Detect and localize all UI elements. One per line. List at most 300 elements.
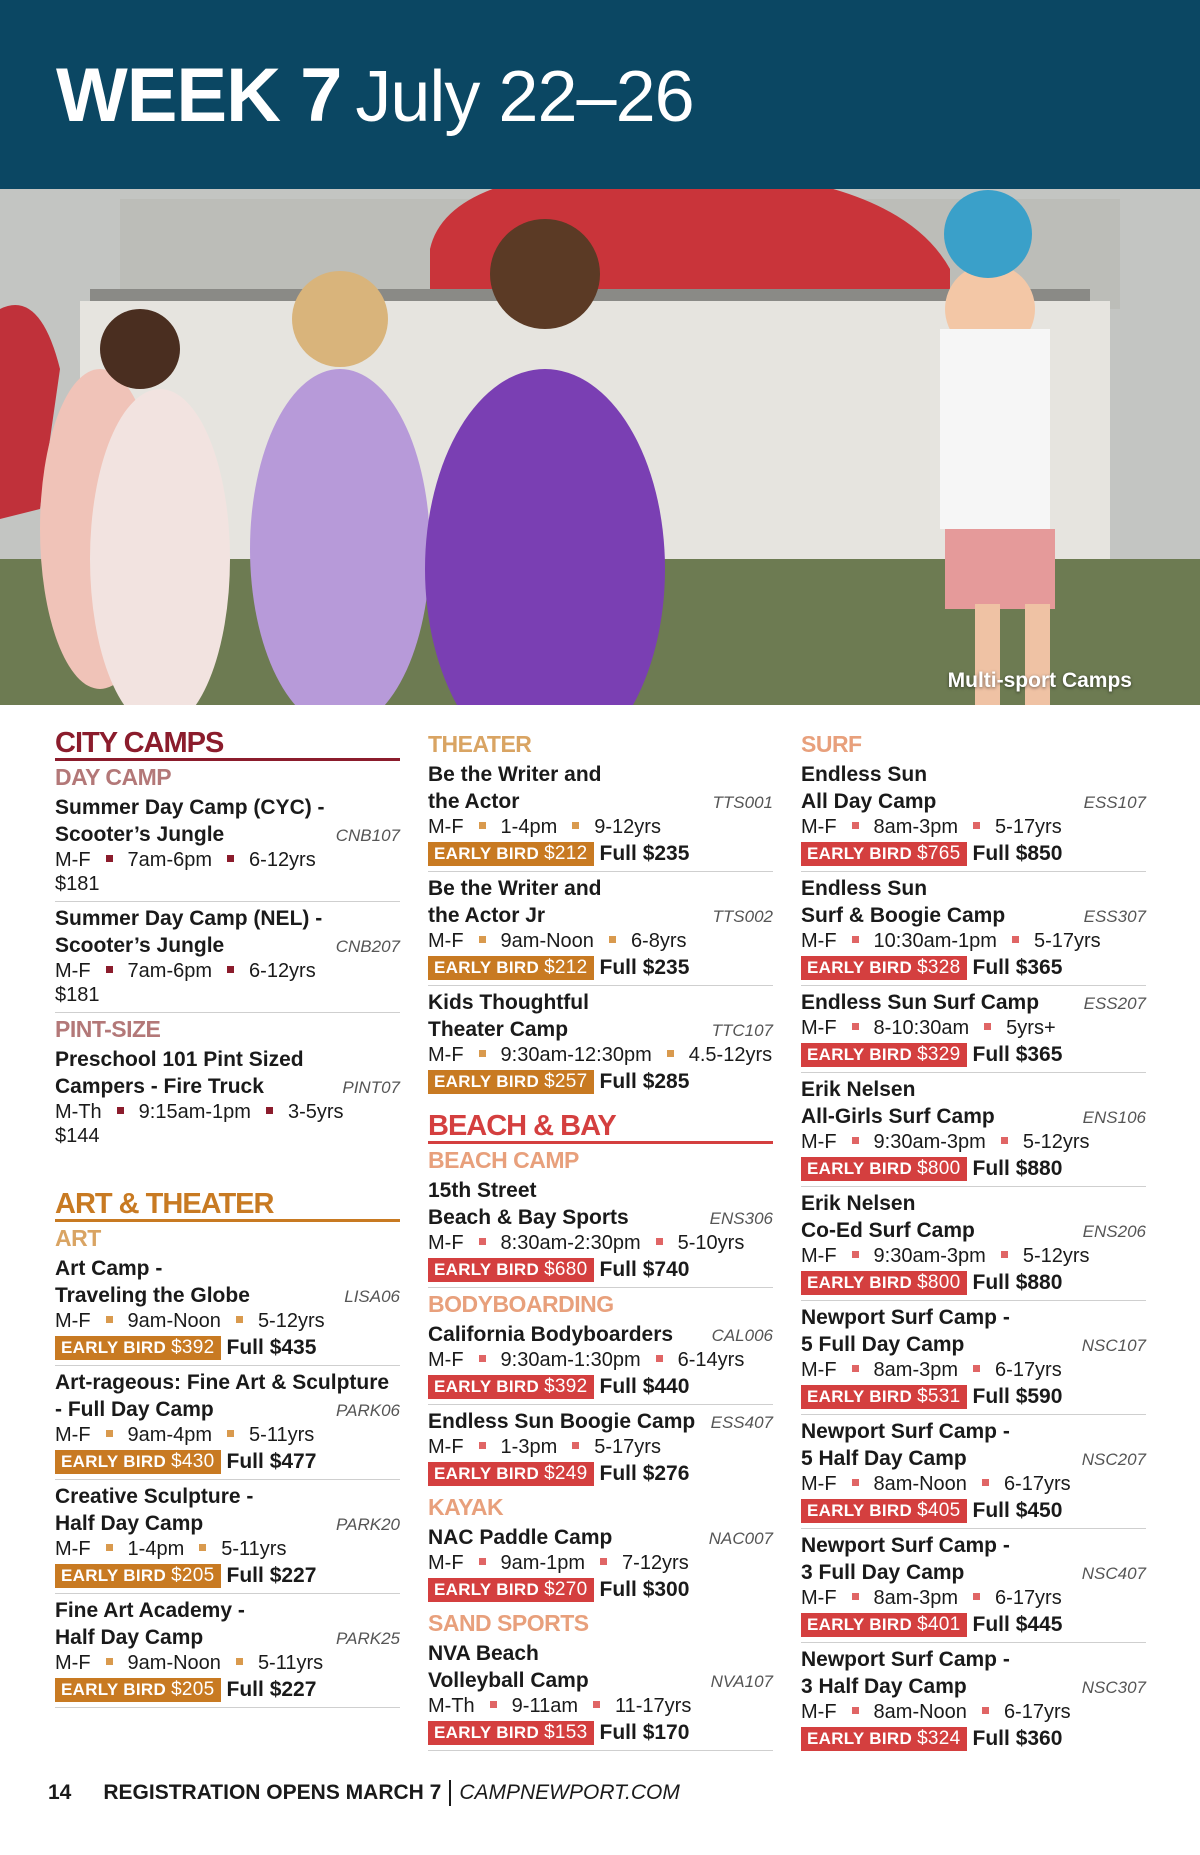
camp-ages: 5-17yrs [594, 1436, 661, 1458]
early-bird-badge [801, 1727, 967, 1751]
camp-schedule [801, 1244, 1146, 1268]
camp-ages: 5-12yrs [1022, 1131, 1090, 1153]
bullet-icon [852, 1137, 859, 1144]
camp-code: ENS106 [1082, 1108, 1146, 1127]
bullet-icon [852, 822, 859, 829]
camp-code: TTC107 [711, 1021, 773, 1040]
camp-time: 1-4pm [127, 1538, 185, 1560]
bullet-icon [199, 1544, 206, 1551]
camp-name: 5 Full Day Camp [801, 1333, 965, 1356]
camp-name: 15th Street [428, 1179, 537, 1202]
subcategory-sand-sports: SAND SPORTS [428, 1610, 589, 1636]
camp-time: 8:30am-2:30pm [500, 1232, 641, 1254]
bullet-icon [106, 1430, 113, 1437]
camp-entry[interactable] [428, 1405, 773, 1491]
camp-name: Beach & Bay Sports [428, 1206, 629, 1229]
camp-entry[interactable] [55, 1366, 400, 1480]
camp-name: California Bodyboarders [428, 1323, 674, 1346]
bullet-icon [106, 855, 113, 862]
bullet-icon [479, 936, 486, 943]
full-price: Full $880 [972, 1271, 1063, 1294]
camp-ages: 6-8yrs [630, 930, 687, 952]
camp-name: Theater Camp [428, 1018, 569, 1041]
camp-time: 7am-6pm [127, 960, 213, 982]
column-theater-beach [428, 728, 773, 1751]
camp-days: M-Th [428, 1695, 475, 1717]
subcategory-beach-camp: BEACH CAMP [428, 1147, 579, 1173]
camp-entry[interactable] [801, 758, 1146, 872]
camp-code: NAC007 [708, 1529, 773, 1548]
camp-name: Scooter’s Jungle [55, 823, 225, 846]
bullet-icon [479, 1050, 486, 1057]
early-bird-price: $212 [544, 957, 588, 978]
camp-name: Endless Sun Surf Camp [801, 991, 1040, 1014]
column-surf [801, 728, 1146, 1756]
camp-name: 3 Half Day Camp [801, 1675, 967, 1698]
camp-schedule [801, 1130, 1146, 1154]
camp-time: 9am-4pm [127, 1424, 213, 1446]
bullet-icon [600, 1558, 607, 1565]
camp-time: 1-3pm [500, 1436, 558, 1458]
camp-entry[interactable] [801, 1187, 1146, 1301]
camp-schedule [801, 1016, 1146, 1040]
camp-days: M-F [428, 1349, 464, 1371]
camp-time: 9am-Noon [500, 930, 594, 952]
full-price: Full $300 [599, 1578, 690, 1601]
camp-ages: 4.5-12yrs [688, 1044, 773, 1066]
camp-entry[interactable] [801, 1301, 1146, 1415]
full-price: Full $435 [226, 1336, 317, 1359]
full-price: Full $276 [599, 1462, 690, 1485]
bullet-icon [852, 1365, 859, 1372]
camp-name: 5 Half Day Camp [801, 1447, 967, 1470]
bullet-icon [479, 1355, 486, 1362]
bullet-icon [852, 1707, 859, 1714]
camp-name: Half Day Camp [55, 1512, 204, 1535]
camp-ages: 6-17yrs [1003, 1701, 1071, 1723]
camp-code: PARK06 [336, 1401, 400, 1420]
camp-time: 8am-3pm [873, 1587, 959, 1609]
camp-ages: 9-12yrs [594, 816, 661, 838]
camp-code: ENS306 [709, 1209, 773, 1228]
camp-time: 9am-1pm [500, 1552, 586, 1574]
camp-name: Newport Surf Camp - [801, 1306, 1010, 1329]
bullet-icon [117, 1107, 124, 1114]
camp-days: M-F [55, 849, 91, 871]
camp-entry[interactable] [428, 986, 773, 1099]
early-bird-badge [55, 1564, 221, 1588]
bullet-icon [982, 1479, 989, 1486]
early-bird-price: $430 [171, 1451, 215, 1472]
camp-time: 7am-6pm [127, 849, 213, 871]
camp-name: Campers - Fire Truck [55, 1075, 264, 1098]
camp-entry[interactable] [55, 1043, 400, 1153]
camp-name: Be the Writer and [428, 763, 602, 786]
camp-ages: 6-12yrs [249, 960, 316, 982]
early-bird-label: EARLY BIRD [807, 1729, 913, 1748]
camp-ages: 5-11yrs [257, 1652, 324, 1674]
camp-days: M-F [55, 1424, 91, 1446]
camp-name: Preschool 101 Pint Sized [55, 1048, 304, 1071]
camp-time: 8am-Noon [873, 1473, 967, 1495]
full-price: Full $235 [599, 956, 690, 979]
camp-schedule [55, 1423, 400, 1447]
bullet-icon [609, 936, 616, 943]
early-bird-price: $257 [544, 1071, 588, 1092]
early-bird-price: $800 [917, 1158, 961, 1179]
camp-ages: 6-17yrs [995, 1587, 1062, 1609]
photo-illustration [0, 189, 1200, 705]
full-price: Full $235 [599, 842, 690, 865]
camp-name: NAC Paddle Camp [428, 1526, 613, 1549]
full-price: Full $365 [972, 956, 1063, 979]
early-bird-badge [801, 1613, 967, 1637]
bullet-icon [852, 1251, 859, 1258]
camp-name: the Actor [428, 790, 520, 813]
camp-days: M-F [428, 930, 464, 952]
bullet-icon [852, 1479, 859, 1486]
full-price: Full $590 [972, 1385, 1063, 1408]
camp-name: NVA Beach [428, 1642, 539, 1665]
camp-days: M-F [801, 930, 837, 952]
camp-name: Newport Surf Camp - [801, 1648, 1010, 1671]
camp-entry[interactable] [428, 1521, 773, 1607]
camp-days: M-F [55, 960, 91, 982]
early-bird-price: $249 [544, 1463, 588, 1484]
early-bird-label: EARLY BIRD [807, 1615, 913, 1634]
camp-ages: 11-17yrs [615, 1695, 692, 1717]
column-city-art [55, 728, 400, 1708]
page-number: 14 [48, 1781, 72, 1804]
week-title [56, 53, 694, 138]
camp-days: M-F [801, 1245, 837, 1267]
camp-name: Summer Day Camp (NEL) - [55, 907, 323, 930]
camp-ages: 5yrs+ [1006, 1017, 1056, 1039]
camp-schedule [55, 1537, 400, 1561]
early-bird-price: $401 [917, 1614, 961, 1635]
full-price: Full $477 [226, 1450, 317, 1473]
camp-ages: 3-5yrs [287, 1101, 344, 1123]
early-bird-label: EARLY BIRD [434, 1377, 540, 1396]
early-bird-label: EARLY BIRD [434, 1723, 540, 1742]
camp-name: Art Camp - [55, 1257, 163, 1280]
camp-ages: 5-10yrs [677, 1232, 745, 1254]
camp-code: ESS107 [1083, 793, 1146, 812]
camp-time: 8-10:30am [873, 1017, 970, 1039]
camp-ages: 5-17yrs [995, 816, 1062, 838]
camp-price: $181 [55, 984, 100, 1006]
camp-time: 10:30am-1pm [873, 930, 997, 952]
bullet-icon [852, 1593, 859, 1600]
camp-days: M-Th [55, 1101, 102, 1123]
subcategory-art: ART [55, 1225, 101, 1251]
early-bird-label: EARLY BIRD [807, 1501, 913, 1520]
bullet-icon [572, 1442, 579, 1449]
camp-name: Half Day Camp [55, 1626, 204, 1649]
camp-name: Newport Surf Camp - [801, 1534, 1010, 1557]
early-bird-price: $270 [544, 1579, 588, 1600]
camp-entry[interactable] [428, 758, 773, 872]
bullet-icon [227, 855, 234, 862]
bullet-icon [982, 1707, 989, 1714]
website-link[interactable]: CAMPNEWPORT.COM [459, 1781, 680, 1804]
early-bird-label: EARLY BIRD [807, 844, 913, 863]
camp-schedule [428, 1348, 773, 1372]
camp-name: Be the Writer and [428, 877, 602, 900]
camp-code: TTS001 [712, 793, 773, 812]
camp-code: ESS207 [1083, 994, 1146, 1013]
camp-entry[interactable] [428, 1637, 773, 1751]
camp-entry[interactable] [801, 986, 1146, 1073]
camp-schedule [55, 1309, 400, 1333]
camp-time: 8am-3pm [873, 816, 959, 838]
camp-code: ESS307 [1083, 907, 1146, 926]
early-bird-badge [801, 956, 967, 980]
camp-entry[interactable] [801, 1073, 1146, 1187]
camp-name: Scooter’s Jungle [55, 934, 225, 957]
week-dates: July 22–26 [355, 57, 694, 137]
camp-name: Summer Day Camp (CYC) - [55, 796, 325, 819]
camp-ages: 7-12yrs [622, 1552, 689, 1574]
camp-code: ENS206 [1082, 1222, 1146, 1241]
early-bird-label: EARLY BIRD [434, 1072, 540, 1091]
camp-time: 9:30am-12:30pm [500, 1044, 652, 1066]
subcategory-kayak: KAYAK [428, 1494, 504, 1520]
camp-time: 1-4pm [500, 816, 558, 838]
camp-name: Endless Sun [801, 763, 928, 786]
bullet-icon [984, 1023, 991, 1030]
camp-name: Fine Art Academy - [55, 1599, 245, 1622]
camp-schedule [428, 1694, 773, 1718]
camp-schedule [801, 1472, 1146, 1496]
bullet-icon [1001, 1137, 1008, 1144]
camp-days: M-F [428, 816, 464, 838]
camp-time: 9:30am-3pm [873, 1245, 986, 1267]
camp-entry[interactable] [801, 1529, 1146, 1643]
early-bird-price: $392 [544, 1376, 588, 1397]
divider [449, 1780, 451, 1806]
early-bird-badge [801, 1043, 967, 1067]
bullet-icon [227, 966, 234, 973]
bullet-icon [1001, 1251, 1008, 1258]
early-bird-badge [428, 1721, 594, 1745]
bullet-icon [973, 1593, 980, 1600]
camp-ages: 5-12yrs [1022, 1245, 1090, 1267]
camp-time: 9:15am-1pm [138, 1101, 251, 1123]
hero-photo [0, 189, 1200, 705]
camp-schedule [801, 929, 1146, 953]
camp-ages: 6-14yrs [677, 1349, 745, 1371]
camp-ages: 5-12yrs [257, 1310, 325, 1332]
subcategory-surf: SURF [801, 731, 862, 757]
early-bird-label: EARLY BIRD [434, 958, 540, 977]
camp-code: CNB107 [335, 826, 400, 845]
camp-days: M-F [428, 1552, 464, 1574]
early-bird-badge [801, 1157, 967, 1181]
camp-days: M-F [55, 1310, 91, 1332]
camp-schedule [428, 1231, 773, 1255]
early-bird-badge [428, 1462, 594, 1486]
camp-name: Traveling the Globe [55, 1284, 250, 1307]
full-price: Full $227 [226, 1564, 317, 1587]
full-price: Full $850 [972, 842, 1063, 865]
early-bird-badge [801, 842, 967, 866]
early-bird-label: EARLY BIRD [61, 1452, 167, 1471]
camp-entry[interactable] [55, 1480, 400, 1594]
bullet-icon [572, 822, 579, 829]
full-price: Full $445 [972, 1613, 1063, 1636]
camp-entry[interactable] [55, 902, 400, 1013]
bullet-icon [852, 1023, 859, 1030]
camp-entry[interactable] [428, 872, 773, 986]
camp-price: $181 [55, 873, 100, 895]
camp-time: 8am-Noon [873, 1701, 967, 1723]
early-bird-label: EARLY BIRD [434, 1260, 540, 1279]
photo-caption: Multi-sport Camps [947, 669, 1132, 692]
camp-name: Erik Nelsen [801, 1078, 916, 1101]
early-bird-price: $800 [917, 1272, 961, 1293]
full-price: Full $740 [599, 1258, 690, 1281]
early-bird-badge [55, 1678, 221, 1702]
camp-days: M-F [801, 1359, 837, 1381]
early-bird-label: EARLY BIRD [61, 1566, 167, 1585]
camp-name: 3 Full Day Camp [801, 1561, 965, 1584]
camp-schedule [801, 1358, 1146, 1382]
camp-name: Endless Sun Boogie Camp [428, 1410, 696, 1433]
camp-name: Art-rageous: Fine Art & Sculpture [55, 1371, 390, 1394]
early-bird-badge [428, 1578, 594, 1602]
camp-time: 9:30am-3pm [873, 1131, 986, 1153]
bullet-icon [106, 1544, 113, 1551]
camp-entry[interactable] [801, 1643, 1146, 1756]
bullet-icon [656, 1355, 663, 1362]
camp-schedule [55, 1651, 400, 1675]
camp-schedule [55, 1100, 400, 1124]
early-bird-price: $153 [544, 1722, 588, 1743]
camp-entry[interactable] [55, 791, 400, 902]
full-price: Full $170 [599, 1721, 690, 1744]
camp-days: M-F [428, 1232, 464, 1254]
camp-code: NSC407 [1081, 1564, 1146, 1583]
bullet-icon [656, 1238, 663, 1245]
early-bird-badge [55, 1450, 221, 1474]
camp-schedule [428, 1043, 773, 1067]
camp-time: 9-11am [511, 1695, 578, 1717]
camp-schedule [428, 815, 773, 839]
camp-code: ESS407 [710, 1413, 773, 1432]
early-bird-price: $329 [917, 1044, 961, 1065]
camp-days: M-F [428, 1044, 464, 1066]
early-bird-price: $328 [917, 957, 961, 978]
camp-name: Surf & Boogie Camp [801, 904, 1006, 927]
early-bird-label: EARLY BIRD [434, 1580, 540, 1599]
category-art-theater: ART & THEATER [55, 1189, 400, 1222]
camp-code: LISA06 [344, 1287, 400, 1306]
early-bird-badge [55, 1336, 221, 1360]
bullet-icon [973, 822, 980, 829]
camp-entry[interactable] [55, 1252, 400, 1366]
early-bird-label: EARLY BIRD [807, 1159, 913, 1178]
bullet-icon [973, 1365, 980, 1372]
early-bird-label: EARLY BIRD [807, 1387, 913, 1406]
camp-entry[interactable] [428, 1318, 773, 1405]
early-bird-label: EARLY BIRD [61, 1338, 167, 1357]
camp-price: $144 [55, 1125, 100, 1147]
camp-schedule [801, 1700, 1146, 1724]
camp-schedule [428, 1551, 773, 1575]
camp-schedule [801, 1586, 1146, 1610]
camp-ages: 6-12yrs [249, 849, 316, 871]
camp-code: CNB207 [335, 937, 400, 956]
camp-name: All-Girls Surf Camp [801, 1105, 995, 1128]
camp-entry[interactable] [428, 1174, 773, 1288]
camp-time: 9am-Noon [127, 1310, 221, 1332]
camp-code: PARK25 [336, 1629, 400, 1648]
camp-days: M-F [55, 1538, 91, 1560]
early-bird-price: $205 [171, 1679, 215, 1700]
full-price: Full $365 [972, 1043, 1063, 1066]
bullet-icon [106, 1658, 113, 1665]
early-bird-badge [428, 1258, 594, 1282]
camp-days: M-F [801, 816, 837, 838]
camp-name: the Actor Jr [428, 904, 546, 927]
early-bird-price: $324 [917, 1728, 961, 1749]
page-header [0, 0, 1200, 189]
subcategory-bodyboarding: BODYBOARDING [428, 1291, 614, 1317]
camp-name: Newport Surf Camp - [801, 1420, 1010, 1443]
early-bird-badge [428, 1070, 594, 1094]
camp-entry[interactable] [801, 1415, 1146, 1529]
bullet-icon [106, 966, 113, 973]
camp-schedule [55, 848, 400, 872]
subcategory-pint-size: PINT-SIZE [55, 1016, 161, 1042]
bullet-icon [479, 1238, 486, 1245]
camp-time: 8am-3pm [873, 1359, 959, 1381]
camp-name: Creative Sculpture - [55, 1485, 254, 1508]
bullet-icon [1012, 936, 1019, 943]
week-number: WEEK 7 [56, 53, 342, 138]
camp-entry[interactable] [801, 872, 1146, 986]
camp-entry[interactable] [55, 1594, 400, 1708]
camp-days: M-F [55, 1652, 91, 1674]
bullet-icon [266, 1107, 273, 1114]
camp-days: M-F [801, 1131, 837, 1153]
camp-time: 9:30am-1:30pm [500, 1349, 641, 1371]
subcategory-day-camp: DAY CAMP [55, 764, 172, 790]
bullet-icon [106, 1316, 113, 1323]
full-price: Full $360 [972, 1727, 1063, 1750]
camp-code: PINT07 [342, 1078, 400, 1097]
camp-code: PARK20 [336, 1515, 400, 1534]
early-bird-label: EARLY BIRD [807, 1273, 913, 1292]
camp-days: M-F [801, 1017, 837, 1039]
camp-days: M-F [428, 1436, 464, 1458]
early-bird-label: EARLY BIRD [61, 1680, 167, 1699]
camp-name: Endless Sun [801, 877, 928, 900]
early-bird-badge [428, 956, 594, 980]
camp-days: M-F [801, 1473, 837, 1495]
camp-days: M-F [801, 1587, 837, 1609]
camp-code: NSC307 [1081, 1678, 1146, 1697]
early-bird-price: $531 [917, 1386, 961, 1407]
early-bird-label: EARLY BIRD [807, 958, 913, 977]
camp-code: NSC107 [1081, 1336, 1146, 1355]
camp-name: Kids Thoughtful [428, 991, 589, 1014]
bullet-icon [479, 1558, 486, 1565]
early-bird-badge [801, 1499, 967, 1523]
camp-time: 9am-Noon [127, 1652, 221, 1674]
full-price: Full $440 [599, 1375, 690, 1398]
